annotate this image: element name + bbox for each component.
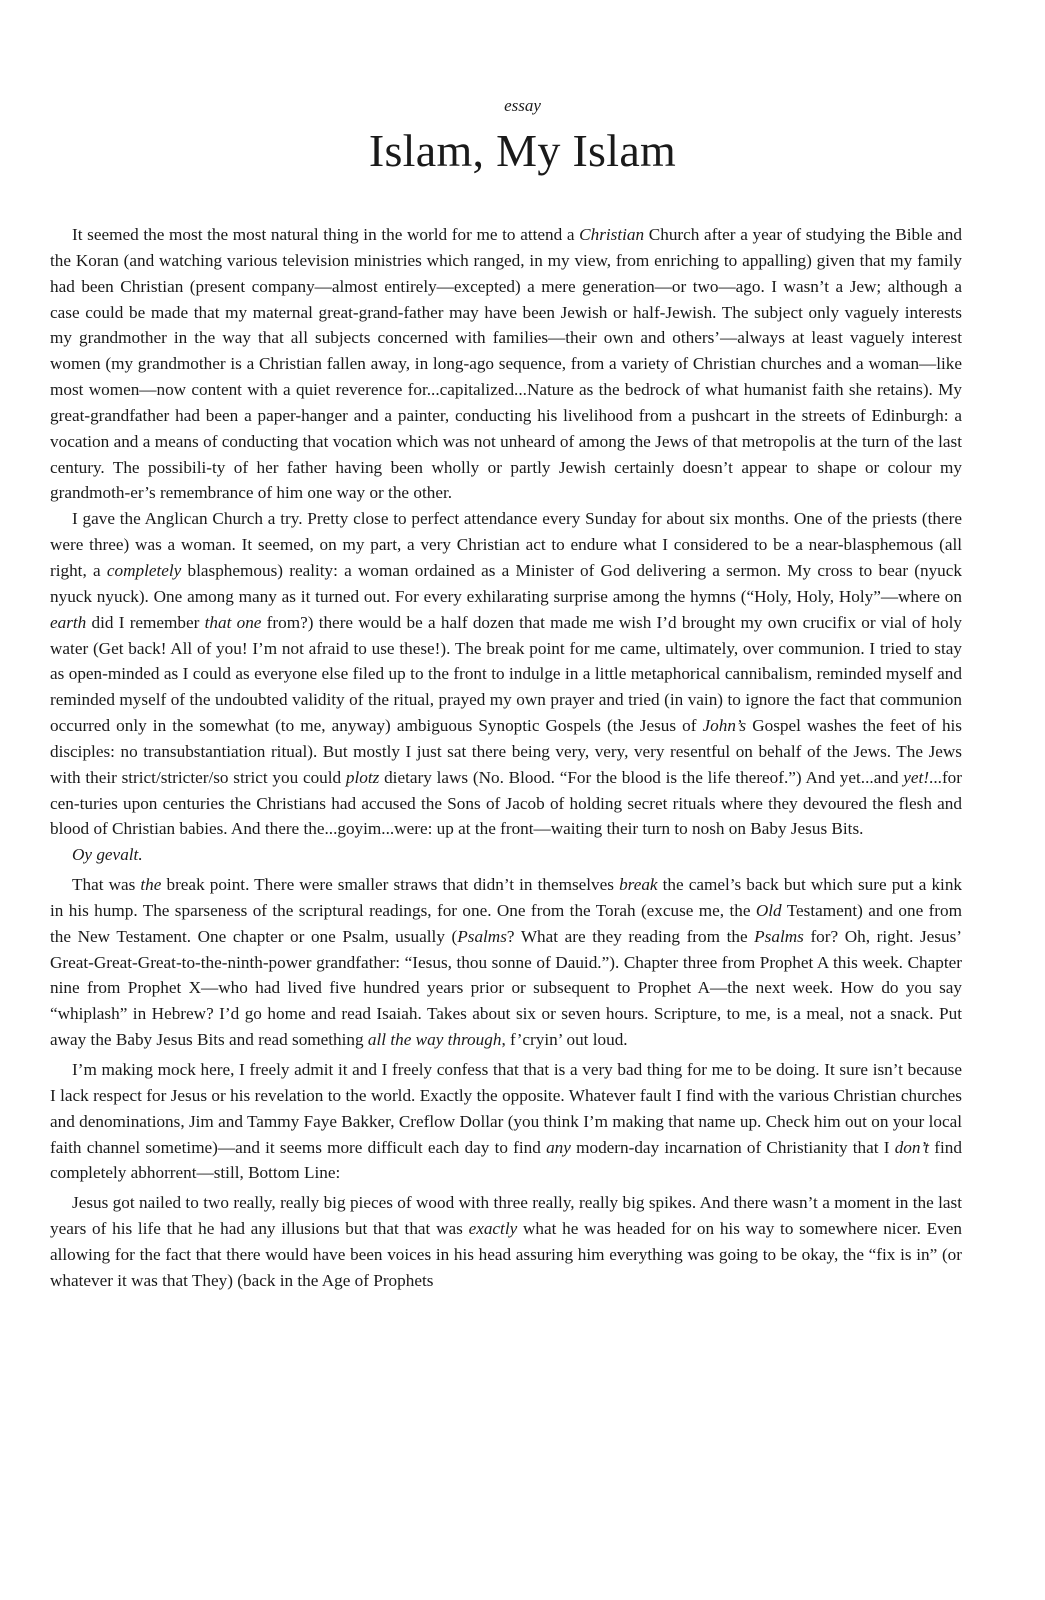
italic-text-run: Psalms <box>754 926 804 946</box>
text-run: modern-day incarnation of Christianity that I <box>570 1137 895 1157</box>
text-run: Gospel washes the feet of his disciples: no transubstantiation ritual). But mostly I just sat there being very, very, very resentful on behalf of the Jews. The Jews with their strict/stricter/so strict you could <box>50 716 962 787</box>
text-run: break point. There were smaller straws that didn’t in themselves <box>161 875 620 895</box>
italic-text-run: completely <box>106 560 182 580</box>
paragraph-4 <box>50 872 962 1053</box>
italic-text-run: the <box>140 875 162 895</box>
italic-text-run: that one <box>204 612 262 632</box>
paragraph-1 <box>50 222 962 506</box>
italic-text-run: break <box>619 875 658 895</box>
text-run: dietary laws (No. Blood. “For the blood is the life thereof.”) And yet...and <box>379 767 904 787</box>
paragraph-3 <box>50 842 962 868</box>
text-run: find completely abhorrent—still, Bottom Line: <box>50 1137 962 1183</box>
italic-text-run: Christian <box>579 225 645 244</box>
text-run: Church after a year of studying the Bible and the Koran (and watching various television ministries which ranged, in my view, from enriching to appalling) given that my family had been Christian (present company—almost entirely—excepted) a mere generation—or two—ago. I wasn’t a Jew; although a case could be made that my maternal great-grand-father may have been Jewish or half-Jewish. The subject only vaguely interests my grandmother in the way that all subjects concerned with families—their own and others’—always at least vaguely interest women (my grandmother is a Christian fallen away, in long-ago sequence, from a variety of Christian churches and a woman—like most women—now content with a quiet reverence for...capitalized...Nature as the bedrock of what humanist faith she retains). My great-grandfather had been a paper-hanger and a painter, conducting his livelihood from a pushcart in the streets of Edinburgh: a vocation and a means of conducting that vocation which was not unheard of among the Jews of that metropolis at the turn of the last century. The possibili-ty of her father having been wholly or partly Jewish certainly doesn’t appear to shape or colour my grandmoth-er’s remembrance of him one way or the other. <box>50 225 962 503</box>
text-run: , f’cryin’ out loud. <box>501 1030 628 1050</box>
text-run: the camel’s back but which sure put a kink in his hump. The sparseness of the scriptural readings, for one. One from the Torah (excuse me, the <box>50 875 963 920</box>
essay-title: Islam, My Islam <box>368 125 677 176</box>
text-run: I gave the Anglican Church a try. Pretty close to perfect attendance every Sunday for about six months. One of the priests (there were three) was a woman. It seemed, on my part, a very Christian act to endure what I considered to be a near-blasphemous (all right, a <box>50 509 962 580</box>
italic-text-run: plotz <box>345 767 380 787</box>
italic-text-run: Psalms <box>457 926 507 946</box>
italic-text-run: Old <box>755 900 782 920</box>
text-run: from?) there would be a half dozen that made me wish I’d brought my own crucifix or vial of holy water (Get back! All of you! I’m not afraid to use these!). The break point for me came, ultimately, over communion. I tried to stay as open-minded as I could as everyone else filed up to the front to indulge in a little metaphorical cannibalism, reminded myself and reminded myself of the undoubted validity of the ritual, prayed my own prayer and tried (in vain) to ignore the fact that communion occurred only in the somewhat (to me, anyway) ambiguous Synoptic Gospels (the Jesus of <box>50 612 962 736</box>
section-kicker: essay <box>504 96 541 115</box>
text-run: did I remember <box>86 612 205 632</box>
text-run: what he was headed for on his way to somewhere nicer. Even allowing for the fact that there would have been voices in his head assuring him everything was going to be okay, the “fix is in” (or whatever it was that They) (back in the Age of Prophets <box>50 1219 962 1290</box>
italic-text-run: any <box>546 1137 571 1157</box>
essay-body <box>50 222 962 1294</box>
italic-text-run: yet! <box>903 767 930 787</box>
paragraph-2 <box>50 506 962 842</box>
text-run: blasphemous) reality: a woman ordained as a Minister of God delivering a sermon. My cross to bear (nyuck nyuck nyuck). One among many as it turned out. For every exhilarating surprise among the hymns (“Holy, Holy, Holy”—where on <box>50 560 963 606</box>
italic-text-run: all the way through <box>367 1030 502 1050</box>
italic-text-run: Oy gevalt. <box>72 845 143 865</box>
text-run: Jesus got nailed to two really, really big pieces of wood with three really, really big spikes. And there wasn’t a moment in the last years of his life that he had any illusions but that that was <box>50 1193 962 1239</box>
italic-text-run: exactly <box>468 1219 518 1239</box>
text-run: That was <box>72 875 141 895</box>
text-run: for? Oh, right. Jesus’ Great-Great-Great-to-the-ninth-power grandfather: “Iesus, thou sonne of Dauid.”). Chapter three from Prophet A this week. Chapter nine from Prophet X—who had lived five hundred years prior or subsequent to Prophet A—the next week. How do you say “whiplash” in Hebrew? I’d go home and read Isaiah. Takes about six or seven hours. Scripture, to me, is a meal, not a snack. Put away the Baby Jesus Bits and read something <box>50 926 962 1050</box>
text-run: ? What are they reading from the <box>506 926 755 946</box>
text-run: Testament) and one from the New Testament. One chapter or one Psalm, usually ( <box>50 900 962 946</box>
text-run: I’m making mock here, I freely admit it and I freely confess that that is a very bad thing for me to be doing. It sure isn’t because I lack respect for Jesus or his revelation to the world. Exactly the opposite. Whatever fault I find with the various Christian churches and denominations, Jim and Tammy Faye Bakker, Creflow Dollar (you think I’m making that name up. Check him out on your local faith channel sometime)—and it seems more difficult each day to find <box>50 1060 962 1157</box>
italic-text-run: John’s <box>702 716 747 736</box>
text-run: ...for cen-turies upon centuries the Christians had accused the Sons of Jacob of holding secret rituals where they devoured the flesh and blood of Christian babies. And there the...goyim...were: up at the front—waiting their turn to nosh on Baby Jesus Bits. <box>50 767 962 839</box>
italic-text-run: earth <box>50 612 87 632</box>
text-run: It seemed the most the most natural thing in the world for me to attend a <box>72 225 580 244</box>
paragraph-6 <box>50 1190 962 1293</box>
paragraph-5 <box>50 1057 962 1186</box>
italic-text-run: don’t <box>894 1137 930 1157</box>
